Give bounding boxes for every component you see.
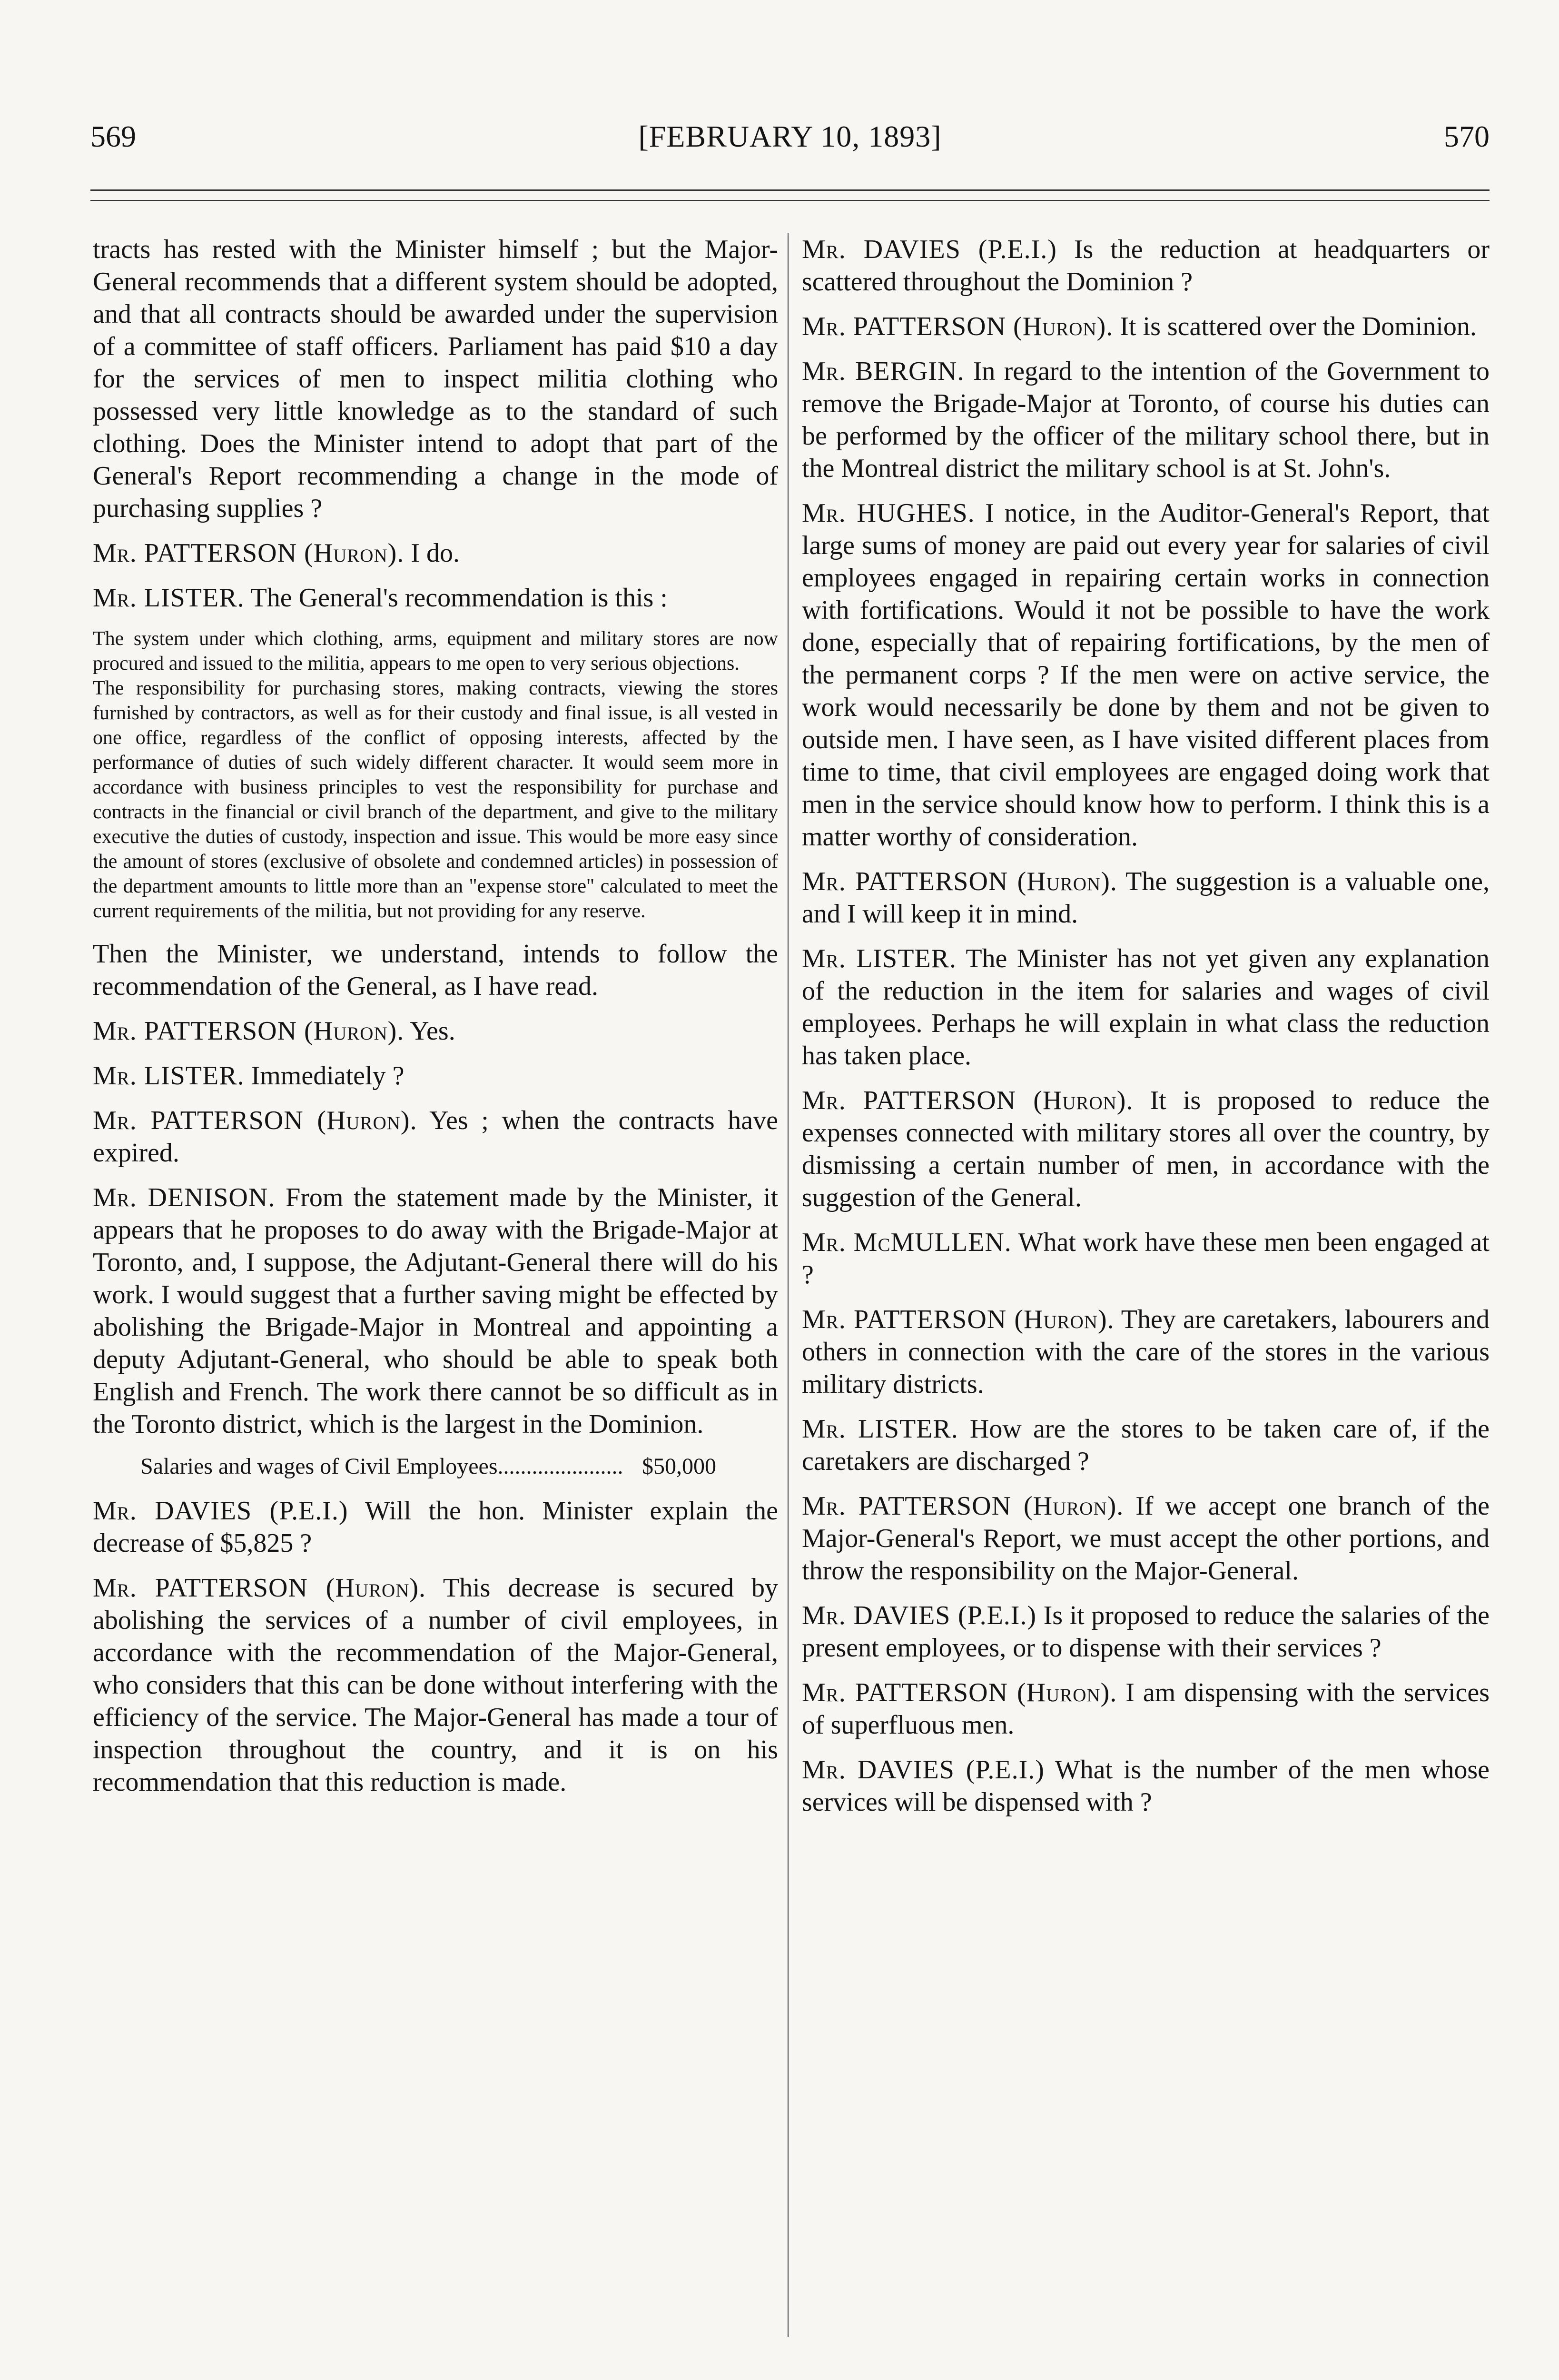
speech-text: If we accept one branch of the Major-General's Report, we must accept the other portions, and throw the responsibility on the Major-General. (802, 1491, 1490, 1586)
paragraph (802, 497, 1490, 853)
speaker: Mr. DENISON. (93, 1183, 276, 1212)
speech-text: How are the stores to be taken care of, if the caretakers are discharged ? (802, 1414, 1490, 1476)
speech-text: I do. (411, 538, 460, 568)
paragraph (93, 1181, 778, 1440)
speech-text: They are caretakers, labourers and others in connection with the care of the stores in the various military districts. (802, 1305, 1490, 1399)
quote-paragraph: The system under which clothing, arms, equipment and military stores are now procured and issued to the militia, appears to me open to very serious objections. (93, 628, 778, 674)
speech-text: What is the number of the men whose services will be dispensed with ? (802, 1755, 1490, 1817)
speaker: Mr. LISTER. (93, 1061, 245, 1091)
speaker: Mr. PATTERSON (Huron). (802, 1086, 1134, 1115)
speech-text: This decrease is secured by abolishing the services of a number of civil employees, in accordance with the recommendation of the Major-General, who considers that this can be done without interfering with the efficiency of the service. The Major-General has made a tour of inspection throughout the country, and it is on his recommendation that this reduction is made. (93, 1573, 778, 1797)
page-header (90, 119, 1490, 171)
speech-text: Then the Minister, we understand, intends to follow the recommendation of the General, as I have read. (93, 939, 778, 1001)
speech-text: It is proposed to reduce the expenses connected with military stores all over the country, by dismissing a certain number of men, in accordance with the suggestion of the General. (802, 1086, 1490, 1212)
speaker: Mr. HUGHES. (802, 498, 975, 528)
paragraph (93, 233, 778, 525)
paragraph (93, 1015, 778, 1047)
speech-text: In regard to the intention of the Government to remove the Brigade-Major at Toronto, of course his duties can be performed by the officer of the military school there, but in the Montreal district the military school is at St. John's. (802, 357, 1490, 483)
speech-text: It is scattered over the Dominion. (1120, 312, 1477, 341)
paragraph (93, 938, 778, 1002)
speaker: Mr. DAVIES (P.E.I.) (802, 1755, 1045, 1785)
speaker: Mr. LISTER. (802, 1414, 958, 1444)
paragraph (802, 1226, 1490, 1291)
left-column (93, 233, 778, 1811)
speech-text: I notice, in the Auditor-General's Report, that large sums of money are paid out every year for salaries of civil employees engaged in repairing certain works in connection with fortifications. Would it not be possible to have the work done, especially that of repairing fortifications, by the men of the permanent corps ? If the men were on active service, the work would necessarily be done by them and not be given to outside men. I have seen, as I have visited different places from time to time, that civil employees are engaged doing work that men in the service should know how to perform. I think this is a matter worthy of consideration. (802, 498, 1490, 852)
paragraph (802, 1303, 1490, 1400)
speech-text: The General's recommendation is this : (250, 583, 668, 613)
header-rule (90, 189, 1490, 191)
paragraph (802, 1599, 1490, 1664)
paragraph (802, 942, 1490, 1072)
speech-text: Immediately ? (251, 1061, 405, 1091)
speech-text: Yes ; when the contracts have expired. (93, 1106, 779, 1168)
paragraph (802, 310, 1490, 343)
paragraph (802, 355, 1490, 485)
block-quote (93, 626, 778, 923)
item-label: Salaries and wages of Civil Employees (140, 1454, 498, 1479)
paragraph (93, 1060, 778, 1092)
column-divider (788, 233, 789, 2337)
speech-text: The Minister has not yet given any explanation of the reduction in the item for salaries and wages of civil employees. Perhaps he will explain in what class the reduction has taken place. (802, 944, 1490, 1071)
paragraph (802, 865, 1490, 930)
speaker: Mr. PATTERSON (Huron). (802, 867, 1117, 896)
paragraph (802, 1084, 1490, 1214)
header-rule-thin (90, 200, 1490, 201)
paragraph (802, 233, 1490, 298)
speech-text: Yes. (410, 1016, 455, 1046)
speaker: Mr. LISTER. (802, 944, 957, 973)
paragraph (802, 1490, 1490, 1587)
right-column (802, 233, 1490, 1831)
estimate-item (140, 1453, 778, 1480)
speaker: Mr. BERGIN. (802, 357, 965, 386)
paragraph (802, 1676, 1490, 1741)
speaker: Mr. McMULLEN. (802, 1228, 1012, 1257)
speech-text: I am dispensing with the services of superfluous men. (802, 1678, 1490, 1740)
speech-text: From the statement made by the Minister, it appears that he proposes to do away with the Brigade-Major at Toronto, and, I suppose, the Adjutant-General there will do his work. I would suggest that a further saving might be effected by abolishing the Brigade-Major in Montreal and appointing a deputy Adjutant-General, who should be able to speak both English and French. The work there cannot be so difficult as in the Toronto district, which is the largest in the Dominion. (93, 1183, 778, 1439)
paragraph (802, 1754, 1490, 1818)
speech-text: Is it proposed to reduce the salaries of the present employees, or to dispense with their services ? (802, 1601, 1490, 1663)
speaker: Mr. PATTERSON (Huron). (802, 312, 1114, 341)
speaker: Mr. DAVIES (P.E.I.) (802, 1601, 1037, 1630)
speaker: Mr. PATTERSON (Huron). (802, 1491, 1124, 1521)
speaker: Mr. PATTERSON (Huron). (802, 1305, 1115, 1334)
speaker: Mr. DAVIES (P.E.I.) (93, 1496, 348, 1526)
page-date: [FEBRUARY 10, 1893] (638, 119, 942, 153)
speaker: Mr. DAVIES (P.E.I.) (802, 235, 1057, 264)
speaker: Mr. PATTERSON (Huron). (93, 1106, 417, 1135)
speech-text: Is the reduction at headquarters or scattered throughout the Dominion ? (802, 235, 1490, 297)
paragraph (93, 1572, 778, 1798)
speaker: Mr. PATTERSON (Huron). (93, 538, 405, 568)
speech-text: What work have these men been engaged at ? (802, 1228, 1490, 1289)
paragraph (802, 1413, 1490, 1478)
paragraph (93, 1495, 778, 1559)
paragraph (93, 537, 778, 569)
quote-paragraph: The responsibility for purchasing stores, making contracts, viewing the stores furnished by contractors, as well as for their custody and final issue, is all vested in one office, regardless of the conflict of opposing interests, affected by the performance of duties of such widely different character. It would seem more in accordance with business principles to vest the responsibility for purchase and contracts in the financial or civil branch of the department, and give to the military executive the duties of custody, inspection and issue. This would be more easy since the amount of stores (exclusive of obsolete and condemned articles) in possession of the department amounts to little more than an "expense store" calculated to meet the current requirements of the militia, but not providing for any reserve. (93, 677, 778, 922)
speaker: Mr. PATTERSON (Huron). (802, 1678, 1117, 1707)
paragraph (93, 582, 778, 614)
speaker: Mr. LISTER. (93, 583, 245, 613)
speech-text: The suggestion is a valuable one, and I will keep it in mind. (802, 867, 1490, 929)
speaker: Mr. PATTERSON (Huron). (93, 1573, 426, 1603)
item-amount: $50,000 (642, 1454, 716, 1479)
page-number-right: 570 (1444, 119, 1490, 153)
speech-text: tracts has rested with the Minister himself ; but the Major-General recommends that a different system should be adopted, and that all contracts should be awarded under the supervision of a committee of staff officers. Parliament has paid $10 a day for the services of men to inspect militia clothing who possessed very little knowledge as to the standard of such clothing. Does the Minister intend to adopt that part of the General's Report recommending a change in the mode of purchasing supplies ? (93, 235, 778, 523)
speech-text: Will the hon. Minister explain the decrease of $5,825 ? (93, 1496, 778, 1558)
speaker: Mr. PATTERSON (Huron). (93, 1016, 405, 1046)
page-number-left: 569 (90, 119, 136, 153)
paragraph (93, 1104, 778, 1169)
item-dots: ...................... (497, 1454, 623, 1479)
